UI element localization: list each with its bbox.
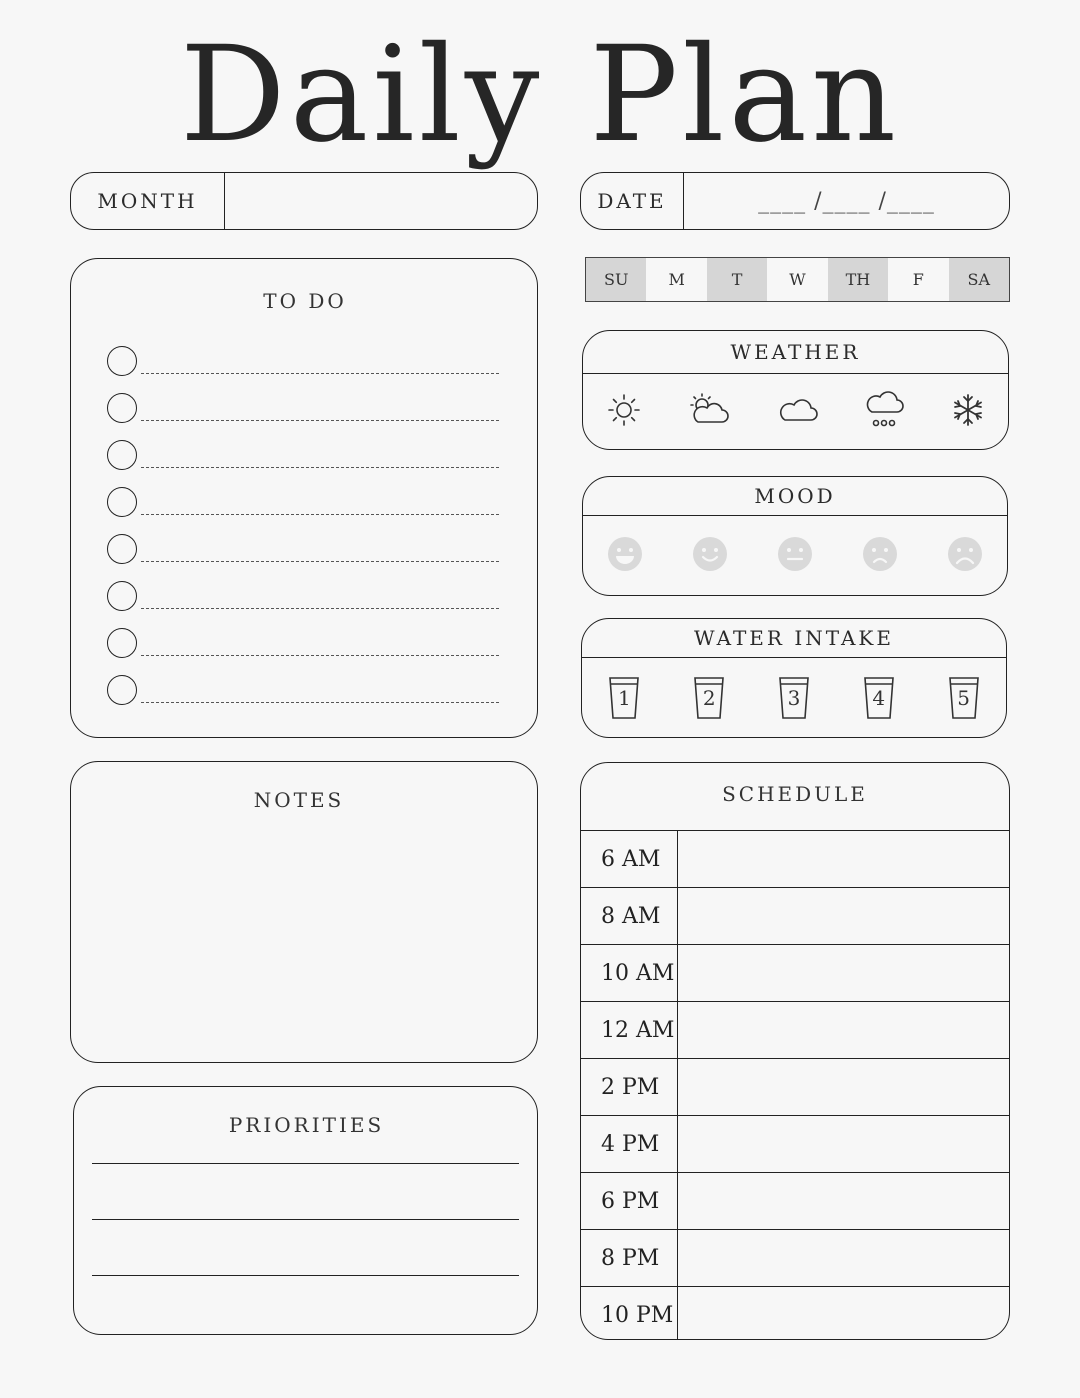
weather-icons (583, 374, 1008, 450)
schedule-section (580, 762, 1010, 1340)
schedule-slot[interactable] (678, 1230, 1009, 1286)
water-cups (582, 658, 1006, 738)
schedule-slot[interactable] (678, 1287, 1009, 1340)
day-f[interactable]: F (912, 270, 924, 289)
priorities-title: PRIORITIES (228, 1113, 385, 1137)
todo-line[interactable] (141, 373, 499, 374)
todo-list (107, 329, 499, 705)
schedule-time: 10 AM (581, 945, 678, 1001)
page-title: Daily Plan (179, 18, 901, 172)
sun-icon[interactable] (606, 392, 642, 432)
schedule-time: 6 AM (581, 831, 678, 887)
cup-number: 4 (872, 686, 886, 710)
rain-icon[interactable] (865, 390, 905, 434)
todo-line[interactable] (141, 467, 499, 468)
mood-icons (583, 516, 1007, 596)
cup-number: 2 (702, 686, 716, 710)
todo-section (70, 258, 538, 738)
water-cup-2[interactable] (693, 675, 725, 721)
todo-line[interactable] (141, 420, 499, 421)
schedule-row (581, 1058, 1009, 1115)
water-cup-4[interactable] (863, 675, 895, 721)
day-m[interactable]: M (668, 270, 685, 289)
weather-section (582, 330, 1009, 450)
month-field[interactable] (70, 172, 538, 230)
day-w[interactable]: W (789, 270, 806, 289)
priority-line-2[interactable] (92, 1219, 519, 1220)
todo-item[interactable] (107, 611, 499, 658)
schedule-slot[interactable] (678, 1116, 1009, 1172)
weekday-selector (585, 257, 1010, 302)
mood-title: MOOD (583, 477, 1007, 516)
schedule-slot[interactable] (678, 831, 1009, 887)
schedule-title: SCHEDULE (722, 782, 868, 806)
todo-title: TO DO (263, 289, 347, 313)
date-label: DATE (581, 173, 684, 229)
priority-line-1[interactable] (92, 1163, 519, 1164)
day-th[interactable]: TH (828, 258, 888, 301)
very-happy-face-icon[interactable] (607, 536, 643, 576)
checkbox-circle-icon[interactable] (107, 581, 137, 611)
priority-line-3[interactable] (92, 1275, 519, 1276)
notes-section[interactable] (70, 761, 538, 1063)
schedule-slot[interactable] (678, 945, 1009, 1001)
todo-item[interactable] (107, 470, 499, 517)
mood-section (582, 476, 1008, 596)
cloud-icon[interactable] (777, 394, 819, 430)
schedule-row (581, 1115, 1009, 1172)
checkbox-circle-icon[interactable] (107, 346, 137, 376)
cup-number: 1 (618, 686, 631, 710)
schedule-time: 4 PM (581, 1116, 678, 1172)
water-title: WATER INTAKE (582, 619, 1006, 658)
priorities-section (73, 1086, 538, 1335)
month-input[interactable] (225, 173, 537, 229)
schedule-time: 10 PM (581, 1287, 678, 1340)
checkbox-circle-icon[interactable] (107, 487, 137, 517)
very-sad-face-icon[interactable] (947, 536, 983, 576)
schedule-time: 12 AM (581, 1002, 678, 1058)
schedule-time: 6 PM (581, 1173, 678, 1229)
todo-line[interactable] (141, 608, 499, 609)
checkbox-circle-icon[interactable] (107, 534, 137, 564)
todo-line[interactable] (141, 561, 499, 562)
day-t[interactable]: T (707, 258, 767, 301)
todo-item[interactable] (107, 329, 499, 376)
cup-number: 5 (957, 686, 970, 710)
schedule-row (581, 830, 1009, 887)
todo-line[interactable] (141, 655, 499, 656)
water-cup-1[interactable] (608, 675, 640, 721)
todo-line[interactable] (141, 514, 499, 515)
schedule-row (581, 1172, 1009, 1229)
checkbox-circle-icon[interactable] (107, 628, 137, 658)
todo-item[interactable] (107, 564, 499, 611)
sad-face-icon[interactable] (862, 536, 898, 576)
schedule-time: 8 AM (581, 888, 678, 944)
sun-cloud-icon[interactable] (688, 392, 732, 432)
schedule-row (581, 1001, 1009, 1058)
todo-item[interactable] (107, 423, 499, 470)
water-cup-3[interactable] (778, 675, 810, 721)
checkbox-circle-icon[interactable] (107, 393, 137, 423)
month-label: MONTH (71, 173, 225, 229)
schedule-time: 2 PM (581, 1059, 678, 1115)
schedule-row (581, 1229, 1009, 1286)
day-su[interactable]: SU (586, 258, 646, 301)
schedule-row (581, 887, 1009, 944)
water-section (581, 618, 1007, 738)
todo-item[interactable] (107, 376, 499, 423)
cup-number: 3 (787, 686, 801, 710)
todo-item[interactable] (107, 658, 499, 705)
schedule-row (581, 1286, 1009, 1340)
todo-line[interactable] (141, 702, 499, 703)
snowflake-icon[interactable] (951, 393, 985, 431)
water-cup-5[interactable] (948, 675, 980, 721)
date-field[interactable] (580, 172, 1010, 230)
schedule-slot[interactable] (678, 1002, 1009, 1058)
day-sa[interactable]: SA (949, 258, 1009, 301)
weather-title: WEATHER (583, 331, 1008, 374)
schedule-row (581, 944, 1009, 1001)
date-input[interactable]: ____ /____ /____ (758, 188, 935, 214)
schedule-slot[interactable] (678, 1059, 1009, 1115)
checkbox-circle-icon[interactable] (107, 440, 137, 470)
notes-title: NOTES (253, 788, 345, 812)
schedule-list (581, 830, 1009, 1340)
schedule-slot[interactable] (678, 888, 1009, 944)
happy-face-icon[interactable] (692, 536, 728, 576)
schedule-slot[interactable] (678, 1173, 1009, 1229)
checkbox-circle-icon[interactable] (107, 675, 137, 705)
schedule-time: 8 PM (581, 1230, 678, 1286)
neutral-face-icon[interactable] (777, 536, 813, 576)
todo-item[interactable] (107, 517, 499, 564)
